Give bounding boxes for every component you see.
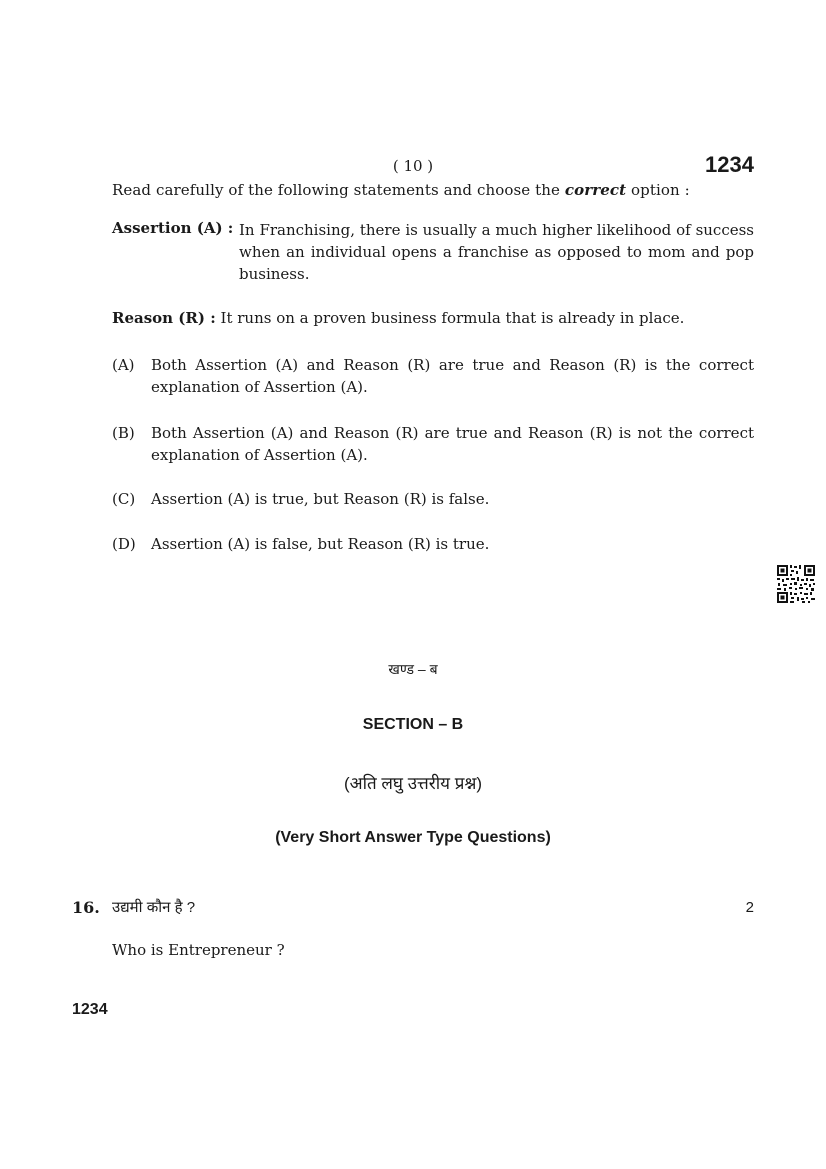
- option-b: [112, 422, 754, 466]
- instruction-prefix: Read carefully of the following statements and choose the: [112, 181, 565, 199]
- instruction-line: [112, 181, 690, 199]
- assertion-text: In Franchising, there is usually a much higher likelihood of success when an individual opens a franchise as opposed to mom and pop business.: [239, 221, 754, 283]
- paper-code-bottom: 1234: [72, 1001, 108, 1018]
- instruction-suffix: option :: [626, 181, 690, 199]
- paper-code-top: 1234: [705, 152, 754, 177]
- option-d: [112, 533, 754, 555]
- option-a: [112, 354, 754, 398]
- option-text: Both Assertion (A) and Reason (R) are true and Reason (R) is not the correct explanation of Assertion (A).: [151, 424, 754, 464]
- option-letter: (B): [112, 424, 135, 442]
- option-letter: (A): [112, 356, 135, 374]
- section-title: SECTION – B: [362, 716, 464, 733]
- reason-line: [112, 309, 684, 327]
- assertion-label: Assertion (A) :: [112, 219, 234, 237]
- section-type: (Very Short Answer Type Questions): [275, 829, 551, 846]
- question-number: 16.: [72, 898, 100, 917]
- question-english: Who is Entrepreneur ?: [112, 941, 285, 959]
- section-hindi-type: (अति लघु उत्तरीय प्रश्न): [343, 774, 483, 793]
- option-letter: (C): [112, 490, 136, 508]
- option-text: Assertion (A) is false, but Reason (R) is true.: [151, 535, 490, 553]
- question-hindi: उद्यमी कौन है ?: [112, 899, 196, 916]
- option-text: Assertion (A) is true, but Reason (R) is false.: [151, 490, 490, 508]
- page-number: ( 10 ): [392, 157, 434, 175]
- question-marks: 2: [745, 899, 754, 916]
- qr-code-icon: [776, 564, 816, 604]
- option-letter: (D): [112, 535, 136, 553]
- instruction-emphasis: correct: [564, 181, 627, 199]
- section-hindi-title: खण्ड – ब: [388, 661, 438, 677]
- reason-text: It runs on a proven business formula that is already in place.: [220, 309, 685, 327]
- reason-label: Reason (R) :: [112, 309, 216, 327]
- option-c: [112, 488, 754, 510]
- option-text: Both Assertion (A) and Reason (R) are true and Reason (R) is the correct explanation of Assertion (A).: [151, 356, 754, 396]
